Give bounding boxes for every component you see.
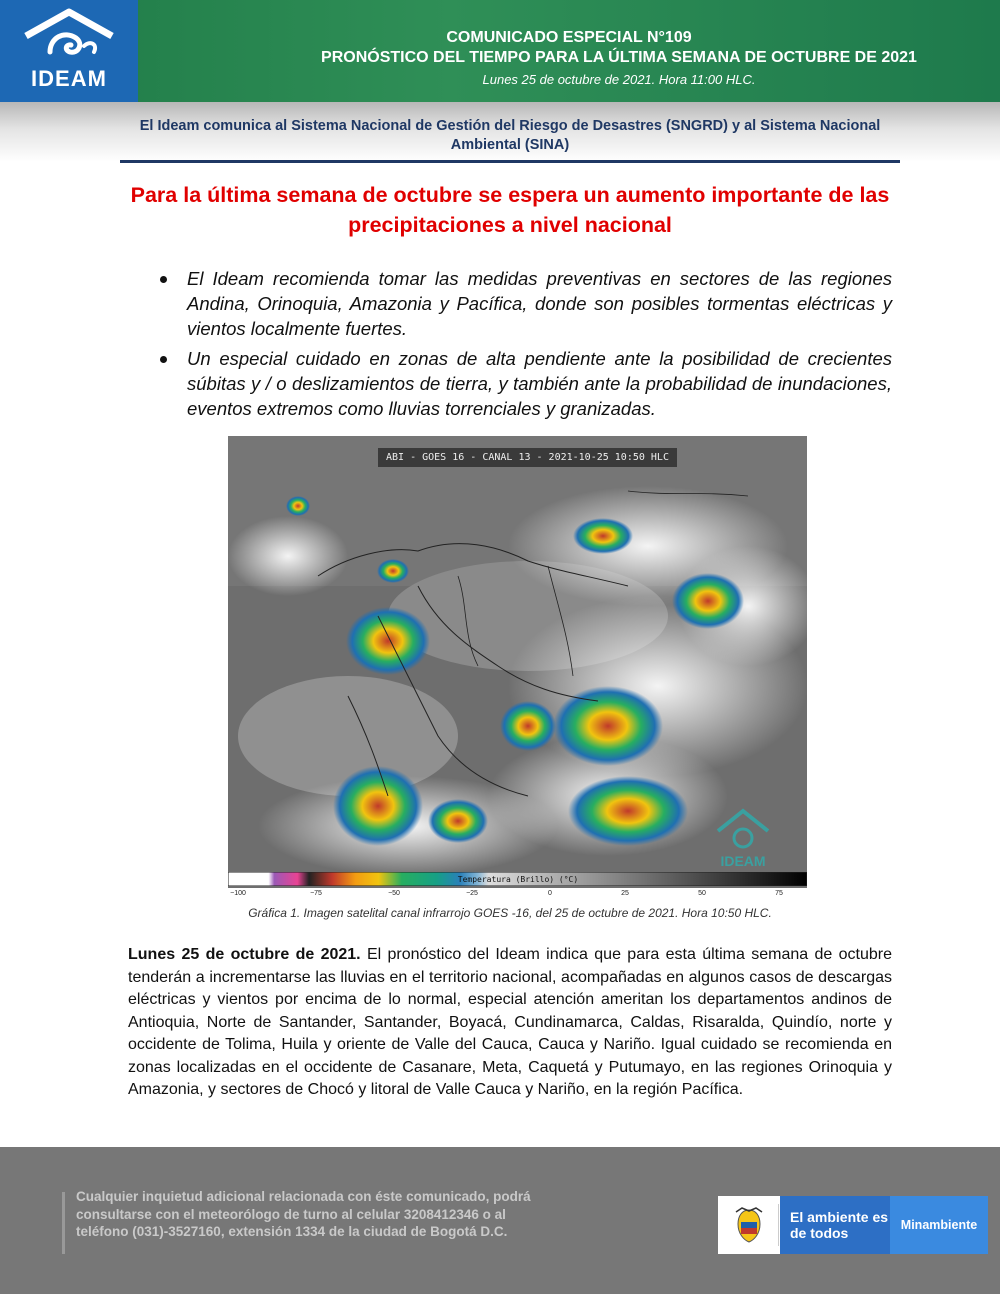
bullet-icon	[160, 356, 167, 363]
watermark-text: IDEAM	[720, 853, 766, 869]
ideam-logo-icon	[20, 8, 118, 64]
ministry-name: Minambiente	[890, 1196, 988, 1254]
logo-wordmark: IDEAM	[31, 66, 107, 91]
forecast-title: PRONÓSTICO DEL TIEMPO PARA LA ÚLTIMA SEMANA DE OCTUBRE DE 2021	[321, 49, 917, 66]
satellite-map	[228, 436, 807, 888]
colorbar-label: Temperatura (Brillo) (°C)	[457, 875, 579, 884]
colorbar-tick: 75	[775, 890, 783, 897]
colorbar-ticks	[228, 888, 807, 902]
satellite-image	[228, 436, 807, 888]
list-item	[160, 346, 892, 421]
subheader-divider	[120, 160, 900, 163]
list-item-text: El Ideam recomienda tomar las medidas preventivas en sectores de las regiones Andina, Orinoquia, Amazonia y Pacífica, donde son posibles tormentas eléctricas y vientos localmente fuertes.	[187, 268, 892, 339]
headline: Para la última semana de octubre se espera un aumento importante de las precipitaciones a nivel nacional	[130, 183, 890, 237]
colorbar-tick: 25	[621, 890, 629, 897]
colorbar-tick: −50	[388, 890, 400, 897]
footer-divider	[62, 1192, 65, 1254]
satellite-image-title: ABI - GOES 16 - CANAL 13 - 2021-10-25 10:50 HLC	[378, 448, 677, 467]
communique-title	[138, 28, 1000, 68]
colorbar-tick: 50	[698, 890, 706, 897]
brand-slogan: El ambiente es de todos	[780, 1196, 890, 1254]
contact-info: Cualquier inquietud adicional relacionada con éste comunicado, podrá consultarse con el meteorólogo de turno al celular 3208412346 o al teléfono (031)-3527160, extensión 1334 de la ciudad de Bogotá D.C.	[76, 1189, 531, 1239]
colorbar-tick: −25	[466, 890, 478, 897]
colombia-seal-icon	[728, 1204, 770, 1246]
list-item	[160, 266, 892, 341]
ideam-logo	[0, 0, 138, 102]
colorbar-tick: −75	[310, 890, 322, 897]
temperature-colorbar	[228, 872, 807, 886]
forecast-date: Lunes 25 de octubre de 2021.	[128, 946, 361, 963]
government-brand	[718, 1196, 988, 1254]
forecast-body	[128, 944, 892, 1102]
recommendations-list	[160, 266, 892, 426]
forecast-text: El pronóstico del Ideam indica que para esta última semana de octubre tenderán a incrementarse las lluvias en el territorio nacional, acompañadas en algunos casos de descargas eléctricas y vientos por encima de lo normal, especial atención ameritan los departamentos andinos de Antioquia, Norte de Santander, Santander, Boyacá, Cundinamarca, Caldas, Risaralda, Quindío, norte y occidente de Tolima, Huila y oriente de Valle del Cauca, Cauca y Nariño. Igual cuidado se recomienda en zonas localizadas en el occidente de Casanare, Meta, Caquetá y Putumayo, en las regiones Orinoquia y Amazonia, y sectores de Chocó y litoral de Valle Cauca y Nariño, en la región Pacífica.	[128, 946, 892, 1098]
bullet-icon	[160, 276, 167, 283]
communique-number: COMUNICADO ESPECIAL N°109	[446, 29, 692, 46]
colorbar-tick: 0	[548, 890, 552, 897]
header-banner	[0, 0, 1000, 102]
issue-date: Lunes 25 de octubre de 2021. Hora 11:00 HLC.	[482, 72, 756, 87]
figure-caption: Gráfica 1. Imagen satelital canal infrarrojo GOES -16, del 25 de octubre de 2021. Hora 10:50 HLC.	[248, 906, 772, 920]
list-item-text: Un especial cuidado en zonas de alta pendiente ante la posibilidad de crecientes súbitas y / o deslizamientos de tierra, y también ante la probabilidad de inundaciones, eventos extremos como lluvias torrenciales y granizadas.	[187, 348, 892, 419]
subheader-text: El Ideam comunica al Sistema Nacional de Gestión del Riesgo de Desastres (SNGRD) y al Sistema Nacional Ambiental (SINA)	[139, 118, 881, 153]
brand-divider	[778, 1204, 779, 1246]
colorbar-tick: −100	[230, 890, 246, 897]
